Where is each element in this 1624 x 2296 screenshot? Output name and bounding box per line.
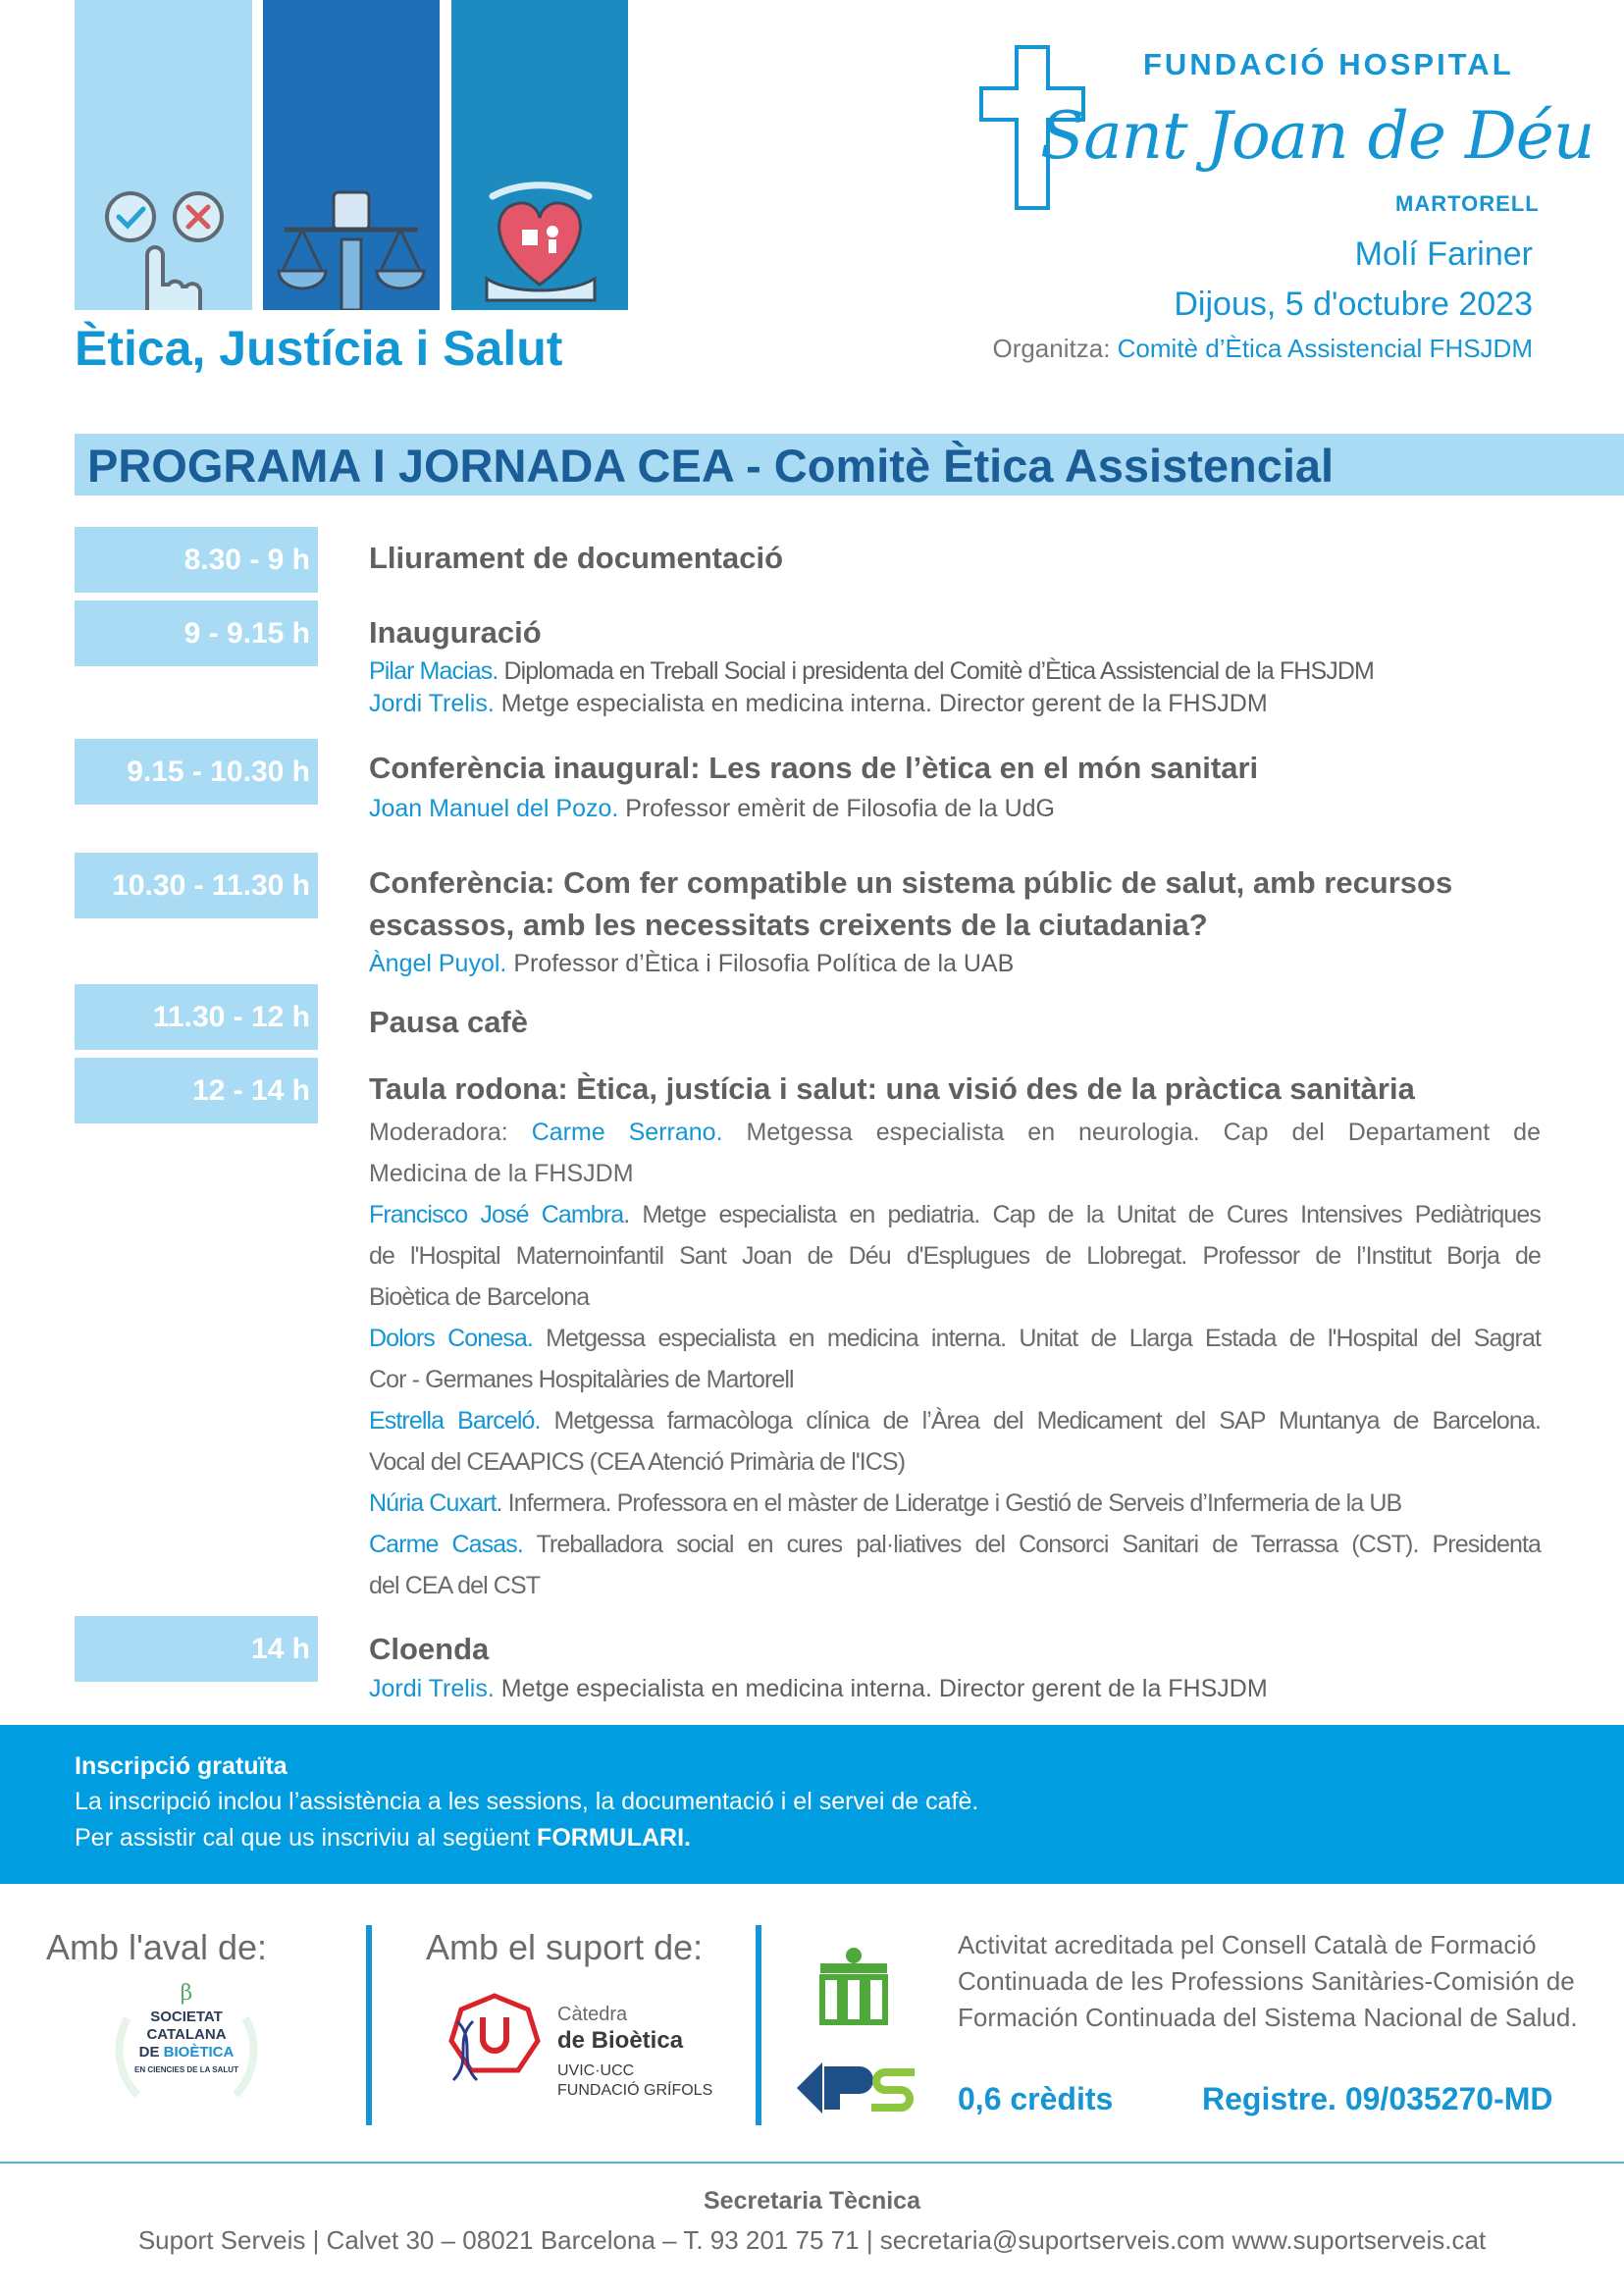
speaker-name: Carme Casas. [369,1531,523,1558]
time-slot: 8.30 - 9 h [75,527,318,593]
header-tile-justice [263,0,440,310]
speaker-line [369,654,1374,688]
speaker-desc: Professor emèrit de Filosofia de la UdG [618,795,1055,822]
speaker-name: Jordi Trelis. [369,690,495,717]
speaker-desc-line: de l'Hospital Maternoinfantil Sant Joan de Déu d'Esplugues de Llobregat. Professor de l’Institut Borja de [369,1242,1541,1270]
speaker-desc: Metgessa especialista en medicina interna. Unitat de Llarga Estada de l'Hospital del Sagrat [532,1325,1541,1352]
session-title: Cloenda [369,1632,490,1666]
scb-line2: CATALANA [146,2026,227,2043]
registration-instructions-text: Per assistir cal que us inscriviu al següent [75,1824,538,1852]
time-slot: 11.30 - 12 h [75,984,318,1050]
speaker-name: Estrella Barceló. [369,1407,541,1435]
catedra-line2: de Bioètica [557,2027,684,2054]
speaker-desc: Diplomada en Treball Social i presidenta del Comitè d’Ètica Assistencial de la FHSJDM [498,657,1374,685]
logo-location: MARTORELL [1395,191,1540,216]
speaker-name: Carme Serrano. [531,1119,723,1146]
speaker-desc: . Metge especialista en pediatria. Cap de la Unitat de Cures Intensives Pediàtriques [623,1201,1541,1228]
checkbox-choice-icon [75,0,252,310]
scb-line1: SOCIETAT [150,2009,223,2025]
event-date: Dijous, 5 d'octubre 2023 [1174,286,1533,323]
speaker-desc: Metgessa especialista en neurologia. Cap del Departament de [722,1119,1541,1146]
speaker-name: Núria Cuxart [369,1489,497,1517]
speaker-desc: Metge especialista en medicina interna. Director gerent de la FHSJDM [494,1675,1268,1702]
speaker-desc-line: Vocal del CEAAPICS (CEA Atenció Primària de l'ICS) [369,1448,906,1476]
session-title: Taula rodona: Ètica, justícia i salut: una visió des de la pràctica sanitària [369,1071,1415,1106]
speaker-line [369,947,1014,980]
speaker-line [369,1672,1268,1705]
panel-speaker-line [369,1400,1541,1441]
scb-logo [108,1979,265,2116]
session-title-line: escassos, amb les necessitats creixents de la ciutadania? [369,908,1208,942]
moderator-line [369,1112,1541,1153]
footer-divider [756,1925,761,2125]
secretary-title: Secretaria Tècnica [704,2187,920,2215]
registration-info: La inscripció inclou l’assistència a les sessions, la documentació i el servei de cafè. [75,1788,979,1815]
scales-justice-icon [263,0,440,310]
footer-divider [366,1925,372,2125]
session-title: Inauguració [369,615,542,650]
session-title: Pausa cafè [369,1005,528,1039]
scb-line4: EN CIENCIES DE LA SALUT [134,2065,238,2074]
panel-speaker-line [369,1483,1541,1524]
speaker-desc-line: Bioètica de Barcelona [369,1283,590,1311]
support-label: Amb el suport de: [426,1927,704,1967]
event-title: Ètica, Justícia i Salut [75,321,563,376]
scb-line3-prefix: DE [138,2044,164,2061]
speaker-line [369,792,1055,825]
catedra-line3: UVIC·UCC [557,2062,635,2079]
registration-instructions [75,1824,691,1852]
time-slot: 14 h [75,1616,318,1682]
credits: 0,6 crèdits [958,2081,1114,2116]
moderator-label: Moderadora: [369,1119,508,1146]
registration-title: Inscripció gratuïta [75,1752,288,1780]
time-slot: 10.30 - 11.30 h [75,853,318,918]
header-tile-choice [75,0,252,310]
ccfcps-logo-icon [816,1946,891,2026]
endorse-label: Amb l'aval de: [46,1927,267,1967]
catedra-logo-icon [447,1992,542,2082]
accreditation-text: Activitat acreditada pel Consell Català de Formació Continuada de les Professions Sanitàries-Comisión de Formación Continuada del Sistema Nacional de Salud. [958,1930,1578,2032]
logo-foundation-name: FUNDACIÓ HOSPITAL [1143,47,1514,81]
speaker-desc: Metgessa farmacòloga clínica de l’Àrea del Medicament del SAP Muntanya de Barcelona. [540,1407,1541,1435]
organizer-label: Organitza: [992,334,1111,363]
panel-speaker-line [369,1318,1541,1359]
speaker-desc: Treballadora social en cures pal·liatives del Consorci Sanitari de Terrassa (CST). Presidenta [522,1531,1542,1558]
scb-line3 [108,2044,265,2061]
catedra-line4: FUNDACIÓ GRÍFOLS [557,2082,713,2099]
footer-separator [0,2162,1624,2164]
program-title: PROGRAMA I JORNADA CEA - Comitè Ètica Assistencial [87,440,1335,492]
speaker-desc-line: Cor - Germanes Hospitalàries de Martorell [369,1366,794,1393]
speaker-name: Francisco José Cambra [369,1201,624,1228]
registration-form-link[interactable]: FORMULARI. [537,1824,691,1852]
time-slot: 9.15 - 10.30 h [75,739,318,805]
organizer-name: Comitè d’Ètica Assistencial FHSJDM [1117,334,1533,363]
scb-beta: β [180,1981,193,2006]
scb-line3-accent: BIOÈTICA [163,2044,235,2061]
speaker-line [369,687,1268,720]
catedra-line1: Càtedra [557,2004,628,2025]
speaker-name: Jordi Trelis. [369,1675,495,1702]
panel-speaker-line [369,1194,1541,1235]
time-slot: 9 - 9.15 h [75,600,318,666]
speaker-name: Pilar Macias. [369,657,498,685]
registration-number: Registre. 09/035270-MD [1202,2081,1553,2116]
session-title: Conferència inaugural: Les raons de l’ètica en el món sanitari [369,751,1259,785]
secretary-contact: Suport Serveis | Calvet 30 – 08021 Barcelona – T. 93 201 75 71 | secretaria@suportserveis.com www.suportserveis.cat [137,2225,1487,2255]
speaker-desc: Professor d’Ètica i Filosofia Política de la UAB [506,950,1015,977]
speaker-name: Joan Manuel del Pozo. [369,795,619,822]
speaker-desc: Metge especialista en medicina interna. Director gerent de la FHSJDM [494,690,1268,717]
time-slot: 12 - 14 h [75,1058,318,1123]
logo-script-name: Sant Joan de Déu [1040,98,1595,174]
speaker-name: Àngel Puyol. [369,950,507,977]
session-title: Lliurament de documentació [369,541,784,575]
header-tile-health [451,0,628,310]
heart-hands-icon [451,0,628,310]
speaker-desc-line: Medicina de la FHSJDM [369,1160,634,1187]
session-title-line: Conferència: Com fer compatible un sistema públic de salut, amb recursos [369,865,1453,900]
panel-speaker-line [369,1524,1541,1565]
organizer [992,334,1533,364]
speaker-name: Dolors Conesa. [369,1325,533,1352]
sns-logo-icon [797,2062,922,2113]
speaker-desc-line: del CEA del CST [369,1572,541,1599]
venue: Molí Fariner [1354,235,1533,273]
speaker-desc: . Infermera. Professora en el màster de Lideratge i Gestió de Serveis d’Infermeria de la UB [496,1489,1402,1517]
